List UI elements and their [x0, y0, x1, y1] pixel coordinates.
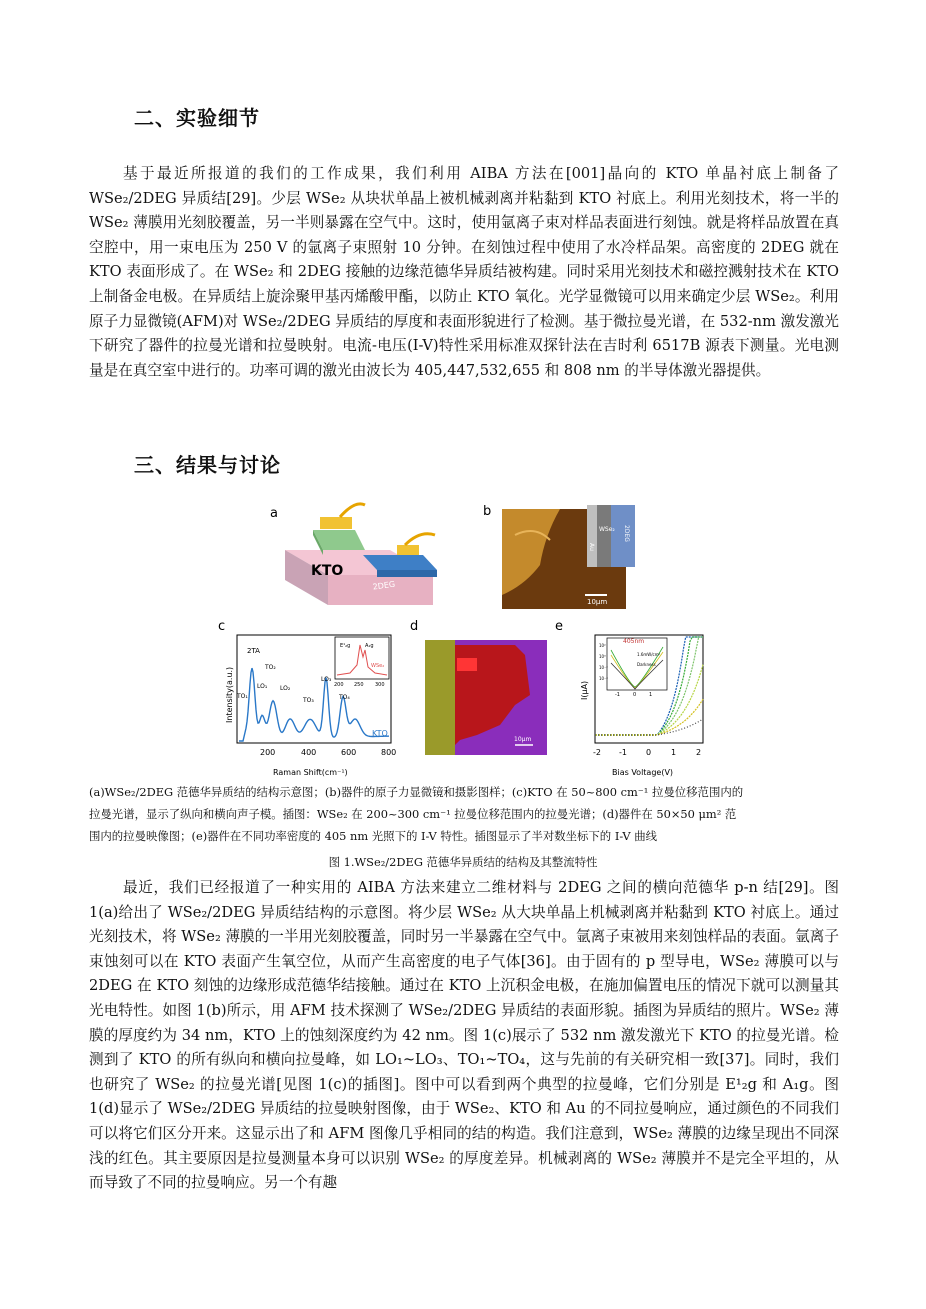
panel-c [218, 619, 396, 777]
inset-xtick-0: 0 [633, 692, 637, 698]
peak-label-to2: TO₂ [265, 664, 276, 671]
inset-legend-power: 1.6mW/cm² [637, 652, 661, 657]
panel-label-e: e [555, 619, 563, 634]
xtick-c-600: 600 [341, 748, 357, 757]
panel-label-b: b [483, 504, 492, 519]
xlabel-e: Bias Voltage(V) [612, 768, 674, 777]
xlabel-c: Raman Shift(cm⁻¹) [273, 768, 348, 777]
paragraph-experiment: 基于最近所报道的我们的工作成果，我们利用 AIBA 方法在[001]晶向的 KTO 单晶衬底上制备了 WSe₂/2DEG 异质结[29]。少层 WSe₂ 从块状单晶上被机械剥离并粘黏到 KTO 衬底上。利用光刻技术，将一半的 WSe₂ 薄膜用光刻胶覆盖，另一半则暴露在空气中。这时，使用氩离子束对样品表面进行刻蚀。就是将样品放置在真空腔中，用一束电压为 250 V 的氩离子束照射 10 分钟。在刻蚀过程中使用了水冷样品架。高密度的 2DEG 就在 KTO 表面形成了。在 WSe₂ 和 2DEG 接触的边缘范德华异质结被构建。同时采用光刻技术和磁控溅射技术在 KTO 上制备金电极。在异质结上旋涂聚甲基丙烯酸甲酯，以防止 KTO 氧化。光学显微镜可以用来确定少层 WSe₂。利用原子力显微镜(AFM)对 WSe₂/2DEG 异质结的厚度和表面形貌进行了检测。基于微拉曼光谱，在 532-nm 激发激光下研究了器件的拉曼光谱和拉曼映射。电流-电压(I-V)特性采用标准双探针法在吉时利 6517B 源表下测量。光电测量是在真空室中进行的。功率可调的激光由波长为 405,447,532,655 和 808 nm 的半导体激光器提供。 [89, 165, 839, 379]
inset-peak-e2g: E¹₂g [340, 643, 351, 649]
xtick-e-4: 2 [696, 748, 702, 757]
xtick-e-0: -2 [593, 748, 601, 757]
inset-peak-a1g: A₁g [365, 643, 374, 649]
xtick-c-800: 800 [381, 748, 397, 757]
inset-ytick-2: 10⁻² [599, 665, 608, 670]
caption-line-1: (a)WSe₂/2DEG 范德华异质结的结构示意图；(b)器件的原子力显微镜和摄影图样；(c)KTO 在 50~800 cm⁻¹ 拉曼位移范围内的 [89, 785, 744, 799]
inset-ytick-1: 10⁰ [599, 654, 606, 659]
inset-label-wse2: WSe₂ [371, 663, 385, 669]
wire-2 [405, 534, 435, 545]
peak-label-lo2: LO₂ [280, 685, 291, 692]
peak-label-to4: TO₄ [339, 694, 350, 701]
panel-label-c: c [218, 619, 226, 634]
gold-electrode-2 [397, 545, 419, 555]
inset-ytick-0: 10² [599, 643, 606, 648]
inset-xtick-200: 200 [334, 682, 344, 688]
ylabel-c: Intensity(a.u.) [225, 666, 234, 723]
inset-ytick-3: 10⁻⁴ [599, 676, 608, 681]
inset-xtick-300: 300 [375, 682, 385, 688]
section-heading-experiment: 二、实验细节 [134, 106, 260, 130]
iv-curve [595, 699, 703, 735]
layer-label: 2DEG [372, 579, 396, 592]
peak-label-lo1: LO₁ [257, 683, 268, 690]
panel-label-d: d [410, 619, 419, 634]
substrate-label: KTO [311, 563, 344, 579]
xtick-c-200: 200 [260, 748, 276, 757]
xtick-e-3: 1 [671, 748, 677, 757]
xtick-e-2: 0 [646, 748, 652, 757]
panel-d [410, 619, 547, 755]
inset-xtick-1: 1 [649, 692, 653, 698]
legend-kto: KTO [372, 729, 388, 738]
paragraph-results: 最近，我们已经报道了一种实用的 AIBA 方法来建立二维材料与 2DEG 之间的横向范德华 p-n 结[29]。图 1(a)给出了 WSe₂/2DEG 异质结结构的示意图。将少层 WSe₂ 从大块单晶上机械剥离并粘黏到 KTO 衬底上。通过光刻技术，将 WSe₂ 薄膜的一半用光刻胶覆盖，同时另一半暴露在空气中。氩离子束被用来刻蚀样品的表面。氩离子束蚀刻可以在 KTO 表面产生氧空位，从而产生高密度的电子气体[36]。由于固有的 p 型导电，WSe₂ 薄膜可以与 2DEG 在 KTO 刻蚀的边缘形成范德华结接触。通过在 KTO 上沉积金电极，在施加偏置电压的情况下就可以测量其光电特性。如图 1(b)所示，用 AFM 技术探测了 WSe₂/2DEG 异质结的表面形貌。插图为异质结的照片。WSe₂ 薄膜的厚度约为 34 nm，KTO 上的蚀刻深度约为 42 nm。图 1(c)展示了 532 nm 激发激光下 KTO 的拉曼光谱。检测到了 KTO 的所有纵向和横向拉曼峰，如 LO₁~LO₃、TO₁~TO₄，这与先前的有关研究相一致[37]。同时，我们也研究了 WSe₂ 的拉曼光谱[见图 1(c)的插图]。图中可以看到两个典型的拉曼峰，它们分别是 E¹₂g 和 A₁g。图 1(d)显示了 WSe₂/2DEG 异质结的拉曼映射图像，由于 WSe₂、KTO 和 Au 的不同拉曼响应，通过颜色的不同我们可以将它们区分开来。这显示出了和 AFM 图像几乎相同的结的构造。我们注意到，WSe₂ 薄膜的边缘呈现出不同深浅的红色。其主要原因是拉曼测量本身可以识别 WSe₂ 的厚度差异。机械剥离的 WSe₂ 薄膜并不是完全平坦的，从而导致了不同的拉曼响应。另一个有趣 [89, 879, 839, 1192]
panel-a [270, 504, 437, 605]
panel-b [483, 504, 635, 609]
inset-legend-dark: Darkness [637, 662, 656, 667]
peak-label-to3: TO₃ [303, 697, 314, 704]
peak-label-to1: TO₁ [237, 693, 248, 700]
gold-electrode-1 [320, 517, 352, 529]
peak-label-2ta: 2TA [247, 647, 260, 655]
photo-label-wse2: WSe₂ [599, 526, 615, 533]
ylabel-e: I(μA) [580, 680, 589, 700]
iv-curve [595, 719, 703, 735]
peak-label-lo3: LO₃ [321, 676, 332, 683]
scale-label-b: 10μm [587, 598, 608, 606]
figure-1 [215, 495, 715, 780]
panel-label-a: a [270, 506, 278, 521]
photo-label-2deg: 2DEG [623, 525, 630, 542]
section-heading-results: 三、结果与讨论 [134, 453, 281, 477]
xtick-e-1: -1 [619, 748, 627, 757]
inset-xtick-250: 250 [354, 682, 364, 688]
xtick-c-400: 400 [301, 748, 317, 757]
caption-line-2: 拉曼光谱，显示了纵向和横向声子模。插图：WSe₂ 在 200~300 cm⁻¹ 拉曼位移范围内的拉曼光谱；(d)器件在 50×50 μm² 范 [89, 807, 737, 821]
scale-label-d: 10μm [514, 736, 532, 743]
wire-1 [340, 504, 365, 517]
panel-e [555, 619, 703, 777]
inset-xtick-m1: -1 [615, 692, 620, 698]
inset-title-e: 405nm [623, 638, 645, 645]
figure-title: 图 1.WSe₂/2DEG 范德华异质结的结构及其整流特性 [328, 855, 598, 869]
photo-label-au: Au [588, 543, 595, 551]
caption-line-3: 围内的拉曼映像图；(e)器件在不同功率密度的 405 nm 光照下的 I-V 特性。插图显示了半对数坐标下的 I-V 曲线 [89, 829, 657, 843]
